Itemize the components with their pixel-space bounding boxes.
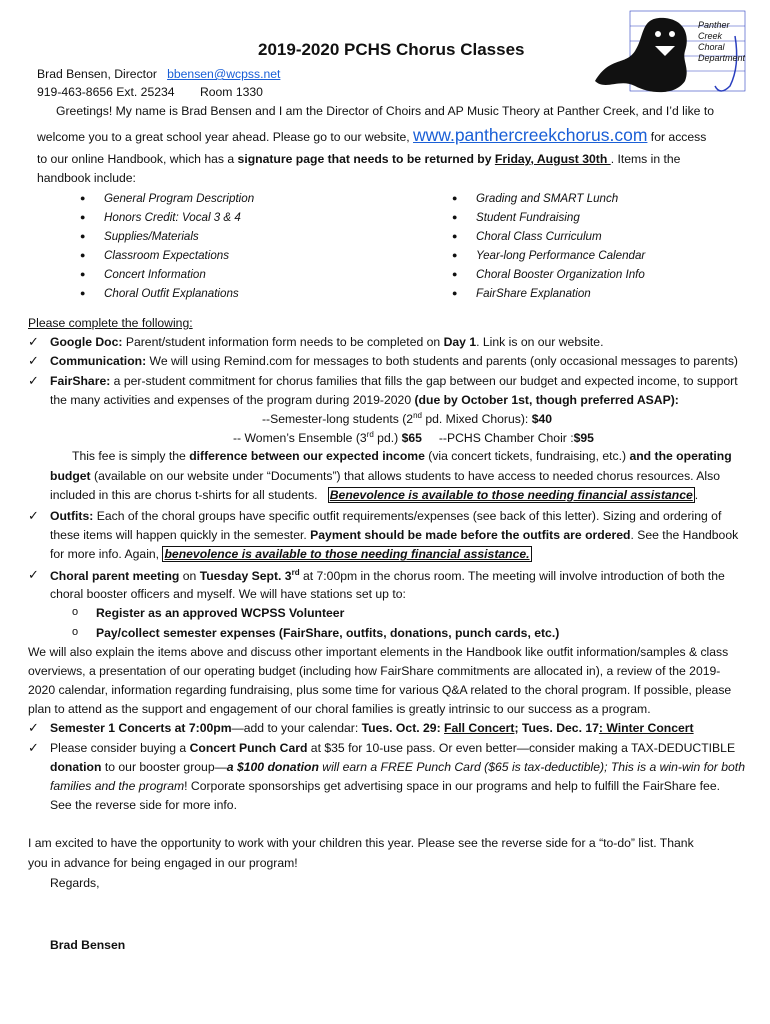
google-doc-item: Google Doc: Parent/student information form needs to be completed on Day 1. Link is on our website. (50, 335, 604, 349)
list-item: ● Choral Class Curriculum (452, 230, 602, 243)
semester-price: --Semester-long students (2nd pd. Mixed Chorus): $40 (262, 411, 553, 427)
punch-line2: donation to our booster group—a $100 donation will earn a FREE Punch Card ($65 is tax-deductible); This is a win-win for both (50, 760, 745, 774)
fee-line3: included in this are chorus t-shirts for all students. Benevolence is available to those needing financial assistance . (50, 488, 699, 502)
fee-line1: This fee is simply the difference between our expected income (via concert tickets, fundraising, etc.) and the operating (72, 449, 732, 463)
check-icon: ✓ (28, 373, 39, 388)
sub-item-register: Register as an approved WCPSS Volunteer (96, 606, 345, 620)
phone-line (37, 85, 263, 99)
logo-text (698, 20, 745, 64)
parent-meeting-item: Choral parent meeting on Tuesday Sept. 3rd at 7:00pm in the chorus room. The meeting will involve introduction of both the (50, 568, 725, 584)
intro-text: to our online Handbook, which has a (37, 152, 238, 166)
sub-item-pay: Pay/collect semester expenses (FairShare, outfits, donations, punch cards, etc.) (96, 626, 560, 640)
intro-line4: handbook include: (37, 171, 136, 185)
outfits-line2: these items will happen quickly in the semester. Payment should be made before the outfits are ordered. See the Handbook (50, 528, 739, 542)
explain-line: We will also explain the items above and discuss other important elements in the Handbook like outfit information/samples & class (28, 645, 729, 659)
intro-text: . Items in the (610, 152, 681, 166)
list-item: ● Choral Booster Organization Info (452, 268, 645, 281)
benevolence-box: benevolence is available to those needing financial assistance. (164, 547, 530, 561)
list-item: ● Honors Credit: Vocal 3 & 4 (80, 211, 241, 224)
complete-heading: Please complete the following: (28, 316, 193, 330)
outfits-line3: for more info. Again, benevolence is available to those needing financial assistance. (50, 547, 530, 561)
punch-line3: families and the program! Corporate sponsorships get advertising space in our programs and help to fulfill the FairShare fee. (50, 779, 721, 793)
check-icon: ✓ (28, 508, 39, 523)
sub-bullet: o (72, 606, 79, 618)
fee-line2: budget (available on our website under “Documents”) that allows students to have access to needed chorus resources. Also (50, 469, 720, 483)
logo-line: Panther (698, 20, 730, 30)
intro-line1: Greetings! My name is Brad Bensen and I am the Director of Choirs and AP Music Theory at Panther Creek, and I’d like to (56, 104, 714, 118)
sub-bullet: o (72, 626, 79, 638)
explain-line: 2020 calendar, information regarding fundraising, plus some time for various Q&A related to the choral program. If possible, please (28, 683, 732, 697)
email-link[interactable]: bbensen@wcpss.net (167, 67, 281, 81)
intro-text: for access (647, 130, 707, 144)
list-item: ● Choral Outfit Explanations (80, 287, 239, 300)
page-title: 2019-2020 PCHS Chorus Classes (258, 40, 525, 59)
logo-line: Choral (698, 42, 725, 52)
closing-line: you in advance for being engaged in our program! (28, 856, 298, 870)
check-icon: ✓ (28, 353, 39, 368)
intro-text: welcome you to a great school year ahead. Please go to our website, (37, 130, 414, 144)
explain-line: plan to attend as the support and engagement of our choral families is greatly intrinsic to our success as a program. (28, 702, 651, 716)
website-link[interactable]: www.panthercreekchorus.com (413, 125, 648, 145)
check-icon: ✓ (28, 567, 39, 582)
fairshare-item: FairShare: a per-student commitment for chorus families that fills the gap between our budget and expected income, to support (50, 374, 738, 388)
explain-line: overviews, a presentation of our operating budget (including how FairShare commitments are allocated in), a review of the 2019- (28, 664, 721, 678)
fairshare-line2: the many activities and expenses of the program during 2019-2020 (due by October 1st, though preferred ASAP): (50, 393, 679, 407)
intro-bold: signature page that needs to be returned by (237, 152, 495, 166)
intro-line3 (37, 152, 680, 166)
logo-line: Department (698, 53, 746, 63)
panther-creek-logo (590, 6, 750, 106)
punch-card-item: Please consider buying a Concert Punch Card at $35 for 10-use pass. Or even better—consider making a TAX-DEDUCTIBLE (50, 741, 736, 755)
communication-item: Communication: We will using Remind.com for messages to both students and parents (only occasional messages to parents) (50, 354, 738, 368)
director-name: Brad Bensen, Director (37, 67, 157, 81)
punch-line4: See the reverse side for more info. (50, 798, 237, 812)
concerts-item: Semester 1 Concerts at 7:00pm—add to your calendar: Tues. Oct. 29: Fall Concert; Tues. Dec. 17: Winter Concert (50, 721, 694, 735)
ensemble-price: -- Women’s Ensemble (3rd pd.) $65 --PCHS Chamber Choir :$95 (233, 430, 594, 446)
parent-meeting-line2: choral booster officers and myself. We will have stations set up to: (50, 587, 406, 601)
phone: 919-463-8656 Ext. 25234 (37, 85, 175, 99)
check-icon: ✓ (28, 720, 39, 735)
list-item: ● Year-long Performance Calendar (452, 249, 646, 262)
list-item: ● FairShare Explanation (452, 287, 591, 300)
director-line (37, 67, 280, 81)
outfits-item: Outfits: Each of the choral groups have specific outfit requirements/expenses (see back of this letter). Sizing and ordering of (50, 509, 722, 523)
list-item: ● General Program Description (80, 192, 255, 205)
list-item: ● Concert Information (80, 268, 206, 281)
signature-name: Brad Bensen (50, 938, 126, 952)
due-date: Friday, August 30th (494, 152, 611, 166)
list-item: ● Classroom Expectations (80, 249, 230, 262)
check-icon: ✓ (28, 334, 39, 349)
list-item: ● Supplies/Materials (80, 230, 199, 243)
closing-line: I am excited to have the opportunity to work with your children this year. Please see the reverse side for a “to-do” list. Thank (28, 836, 694, 850)
list-item: ● Student Fundraising (452, 211, 580, 224)
room: Room 1330 (199, 85, 263, 99)
check-icon: ✓ (28, 740, 39, 755)
intro-line2 (37, 125, 706, 146)
list-item: ● Grading and SMART Lunch (452, 192, 619, 205)
benevolence-box: Benevolence is available to those needing financial assistance (329, 488, 693, 502)
logo-line: Creek (698, 31, 723, 41)
regards: Regards, (50, 876, 100, 890)
